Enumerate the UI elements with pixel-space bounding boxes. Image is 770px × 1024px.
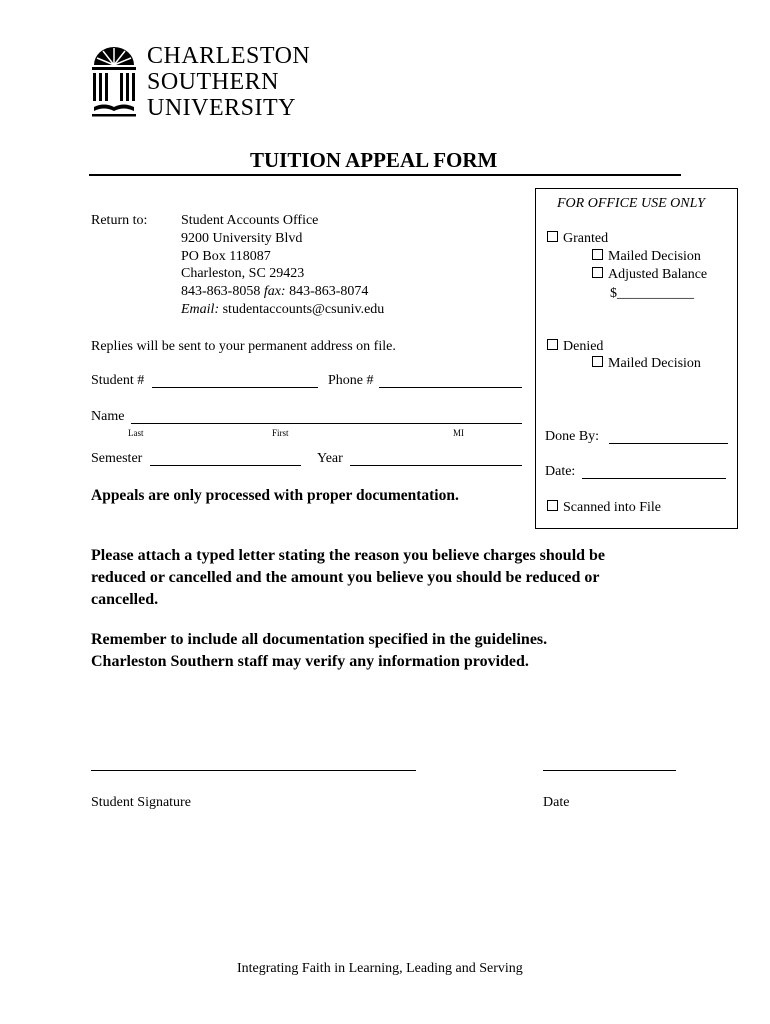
- year-field[interactable]: [350, 465, 522, 466]
- logo-line-3: UNIVERSITY: [147, 95, 296, 121]
- return-city: Charleston, SC 29423: [181, 266, 305, 281]
- return-pobox: PO Box 118087: [181, 249, 271, 264]
- mailed-decision-label-2: Mailed Decision: [608, 356, 701, 371]
- adjusted-balance-label: Adjusted Balance: [608, 267, 708, 282]
- denied-checkbox[interactable]: [547, 339, 558, 350]
- name-label: Name: [91, 409, 125, 424]
- student-signature-field[interactable]: [91, 770, 416, 771]
- mailed-decision-label-1: Mailed Decision: [608, 249, 701, 264]
- student-number-field[interactable]: [152, 387, 318, 388]
- logo-emblem-icon: [90, 45, 138, 119]
- scanned-checkbox[interactable]: [547, 500, 558, 511]
- done-by-field[interactable]: [609, 443, 728, 444]
- page-title: TUITION APPEAL FORM: [250, 148, 498, 172]
- office-date-field[interactable]: [582, 478, 726, 479]
- semester-field[interactable]: [150, 465, 301, 466]
- instructions-line-3: cancelled.: [91, 591, 159, 608]
- name-first-caption: First: [272, 428, 289, 438]
- appeals-note: Appeals are only processed with proper documentation.: [91, 487, 459, 504]
- return-fax-label: fax:: [263, 284, 286, 299]
- phone-field[interactable]: [379, 387, 522, 388]
- denied-row: [547, 339, 603, 355]
- scanned-row: [547, 500, 661, 516]
- adjusted-balance-checkbox[interactable]: [592, 267, 603, 278]
- reminder-line-1: Remember to include all documentation specified in the guidelines.: [91, 631, 548, 648]
- return-phone-fax: [181, 284, 368, 300]
- footer-tagline: Integrating Faith in Learning, Leading and Serving: [237, 961, 523, 976]
- mailed-decision-row-1: [592, 249, 701, 265]
- reminder-line-2: Charleston Southern staff may verify any information provided.: [91, 653, 529, 670]
- instructions-line-2: reduced or cancelled and the amount you believe you should be reduced or: [91, 569, 600, 586]
- return-street: 9200 University Blvd: [181, 231, 303, 246]
- name-field[interactable]: [131, 423, 522, 424]
- office-date-label: Date:: [545, 464, 576, 479]
- instructions-line-1: Please attach a typed letter stating the reason you believe charges should be: [91, 547, 606, 564]
- logo-line-1: CHARLESTON: [147, 43, 311, 69]
- replies-note: Replies will be sent to your permanent address on file.: [91, 339, 396, 354]
- return-email-row: [181, 302, 384, 318]
- name-mi-caption: MI: [453, 428, 464, 438]
- mailed-decision-row-2: [592, 356, 701, 372]
- student-number-label: Student #: [91, 373, 145, 388]
- denied-label: Denied: [563, 339, 604, 354]
- scanned-label: Scanned into File: [563, 500, 661, 515]
- return-email[interactable]: studentaccounts@csuniv.edu: [222, 302, 385, 317]
- adjusted-balance-amount[interactable]: $___________: [610, 286, 694, 301]
- granted-label: Granted: [563, 231, 609, 246]
- office-use-title: FOR OFFICE USE ONLY: [557, 196, 705, 211]
- signature-date-field[interactable]: [543, 770, 676, 771]
- logo-line-2: SOUTHERN: [147, 69, 280, 95]
- mailed-decision-checkbox-1[interactable]: [592, 249, 603, 260]
- granted-row: [547, 231, 608, 247]
- year-label: Year: [317, 451, 343, 466]
- done-by-label: Done By:: [545, 429, 600, 444]
- signature-date-label: Date: [543, 795, 570, 810]
- title-rule: [89, 174, 681, 176]
- mailed-decision-checkbox-2[interactable]: [592, 356, 603, 367]
- student-signature-label: Student Signature: [91, 795, 191, 810]
- granted-checkbox[interactable]: [547, 231, 558, 242]
- phone-label: Phone #: [328, 373, 374, 388]
- return-phone: 843-863-8058: [181, 284, 261, 299]
- adjusted-balance-row: [592, 267, 707, 283]
- return-office: Student Accounts Office: [181, 213, 319, 228]
- return-label: Return to:: [91, 213, 148, 228]
- return-fax: 843-863-8074: [289, 284, 369, 299]
- semester-label: Semester: [91, 451, 143, 466]
- name-last-caption: Last: [128, 428, 144, 438]
- return-email-label: Email:: [181, 302, 220, 317]
